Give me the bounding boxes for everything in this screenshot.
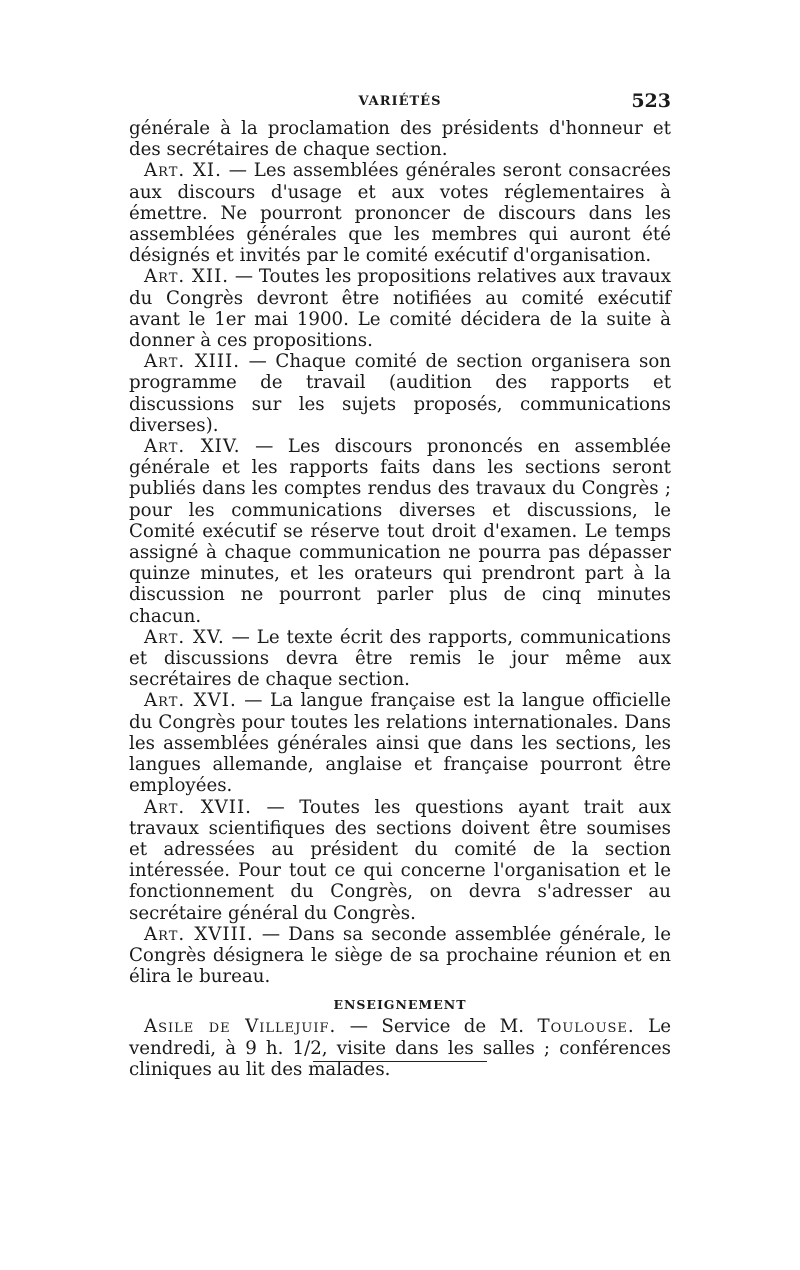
running-head [129,88,671,118]
article-paragraph [129,627,671,691]
article-label: Art. XII. [144,266,230,288]
article-label: Art. XIV. [144,436,241,458]
section-text-after: Le vendredi, à 9 h. 1/2, visite dans les salles ; conférences cliniques au lit des malades. [129,1016,672,1080]
article-text: — Le texte écrit des rapports, communications et discussions devra être remis le jour même aux secrétaires de chaque section. [129,626,671,691]
article-text: — Chaque comité de section organisera son programme de travail (audition des rapports et discussions sur les sujets proposés, communications diverses). [129,351,671,436]
article-label: Art. XVI. [144,690,237,712]
article-label: Art. XV. [144,626,225,648]
article-text: — Dans sa seconde assemblée générale, le Congrès désignera le siège de sa prochaine réunion et en élira le bureau. [129,923,671,988]
article-label: Art. XI. [144,160,222,182]
article-text: — Toutes les questions ayant trait aux travaux scientifiques des sections doivent être soumises et adressées au président du comité de la section intéressée. Pour tout ce qui concerne l'organisation et le fonctionnement du Congrès, on devra s'adresser au secrétaire général du Congrès. [129,796,671,924]
article-paragraph [129,690,671,796]
page [129,88,671,1080]
article-label: Art. XVII. [144,796,252,818]
section-heading: ENSEIGNEMENT [333,997,467,1013]
paragraph-text: générale à la proclamation des présidents d'honneur et des secrétaires de chaque section. [129,118,671,161]
section-person-name: Toulouse. [537,1016,635,1038]
article-text: — Les discours prononcés en assemblée générale et les rapports faits dans les sections seront publiés dans les comptes rendus des travaux du Congrès ; pour les communications diverses et discussions, le Comité exécutif se réserve tout droit d'examen. Le temps assigné à chaque communication ne pourra pas dépasser quinze minutes, et les orateurs qui prendront part à la discussion ne pourront parler plus de cinq minutes chacun. [129,436,671,627]
article-text: — La langue française est la langue officielle du Congrès pour toutes les relations internationales. Dans les assemblées générales ainsi que dans les sections, les langues allemande, anglaise et française pourront être employées. [129,690,671,797]
article-paragraph [129,436,671,627]
body-text [129,118,671,1080]
page-number: 523 [631,90,671,112]
running-title: VARIÉTÉS [358,94,442,109]
section-paragraph [129,1016,671,1080]
article-paragraph [129,924,671,988]
article-text: — Les assemblées générales seront consacrées aux discours d'usage et aux votes réglementaires à émettre. Ne pourront prononcer de discours dans les assemblées générales que les membres qui auront été désignés et invités par le comité exécutif d'organisation. [129,160,671,267]
article-paragraph [129,160,671,266]
article-paragraph [129,797,671,924]
section-text-before: — Service de M. [336,1016,538,1038]
article-label: Art. XVIII. [144,923,254,945]
article-text: — Toutes les propositions relatives aux travaux du Congrès devront être notifiées au comité exécutif avant le 1er mai 1900. Le comité décidera de la suite à donner à ces propositions. [129,266,672,352]
article-paragraph [129,266,671,351]
paragraph-continuation [129,118,671,160]
closing-rule [313,1061,487,1062]
section-place: Asile de Villejuif. [144,1016,337,1038]
article-paragraph [129,351,671,436]
article-label: Art. XIII. [144,351,241,373]
